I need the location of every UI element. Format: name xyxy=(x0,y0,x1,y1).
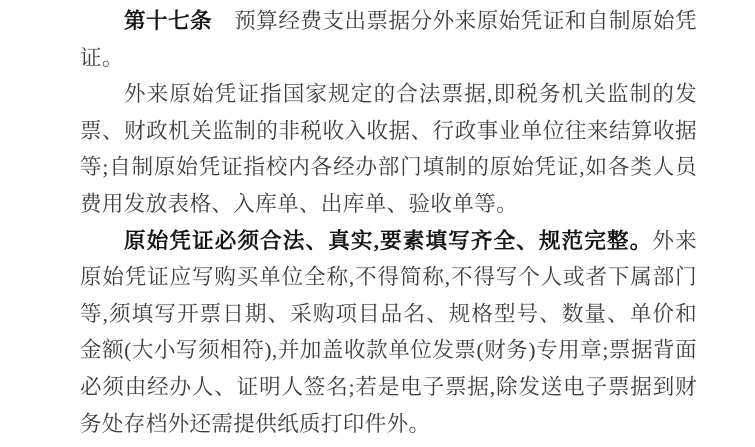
paragraph-external-vouchers xyxy=(80,76,697,222)
text-run: 第十七条 xyxy=(124,9,213,33)
text-run: 外来原始凭证应写购买单位全称,不得简称,不得写个人或者下属部门等,须填写开票日期、采购项目品名、规格型号、数量、单价和金额(大小写须相符),并加盖收款单位发票(财务)专用章;票据背面必须由经办人、证明人签名;若是电子票据,除发送电子票据到财务处存档外还需提供纸质打印件外。 xyxy=(80,228,697,436)
paragraph-article-17 xyxy=(80,3,697,76)
document-body xyxy=(80,3,697,442)
text-run: 预算经费支出票据分外来原始凭证和自制原始凭证。 xyxy=(80,9,697,70)
text-run: 外来原始凭证指国家规定的合法票据,即税务机关监制的发票、财政机关监制的非税收入收据、行政事业单位往来结算收据等;自制原始凭证指校内各经办部门填制的原始凭证,如各类人员费用发放表格、入库单、出库单、验收单等。 xyxy=(80,82,697,216)
paragraph-voucher-requirements xyxy=(80,223,697,443)
text-run: 原始凭证必须合法、真实,要素填写齐全、规范完整。 xyxy=(124,228,653,253)
